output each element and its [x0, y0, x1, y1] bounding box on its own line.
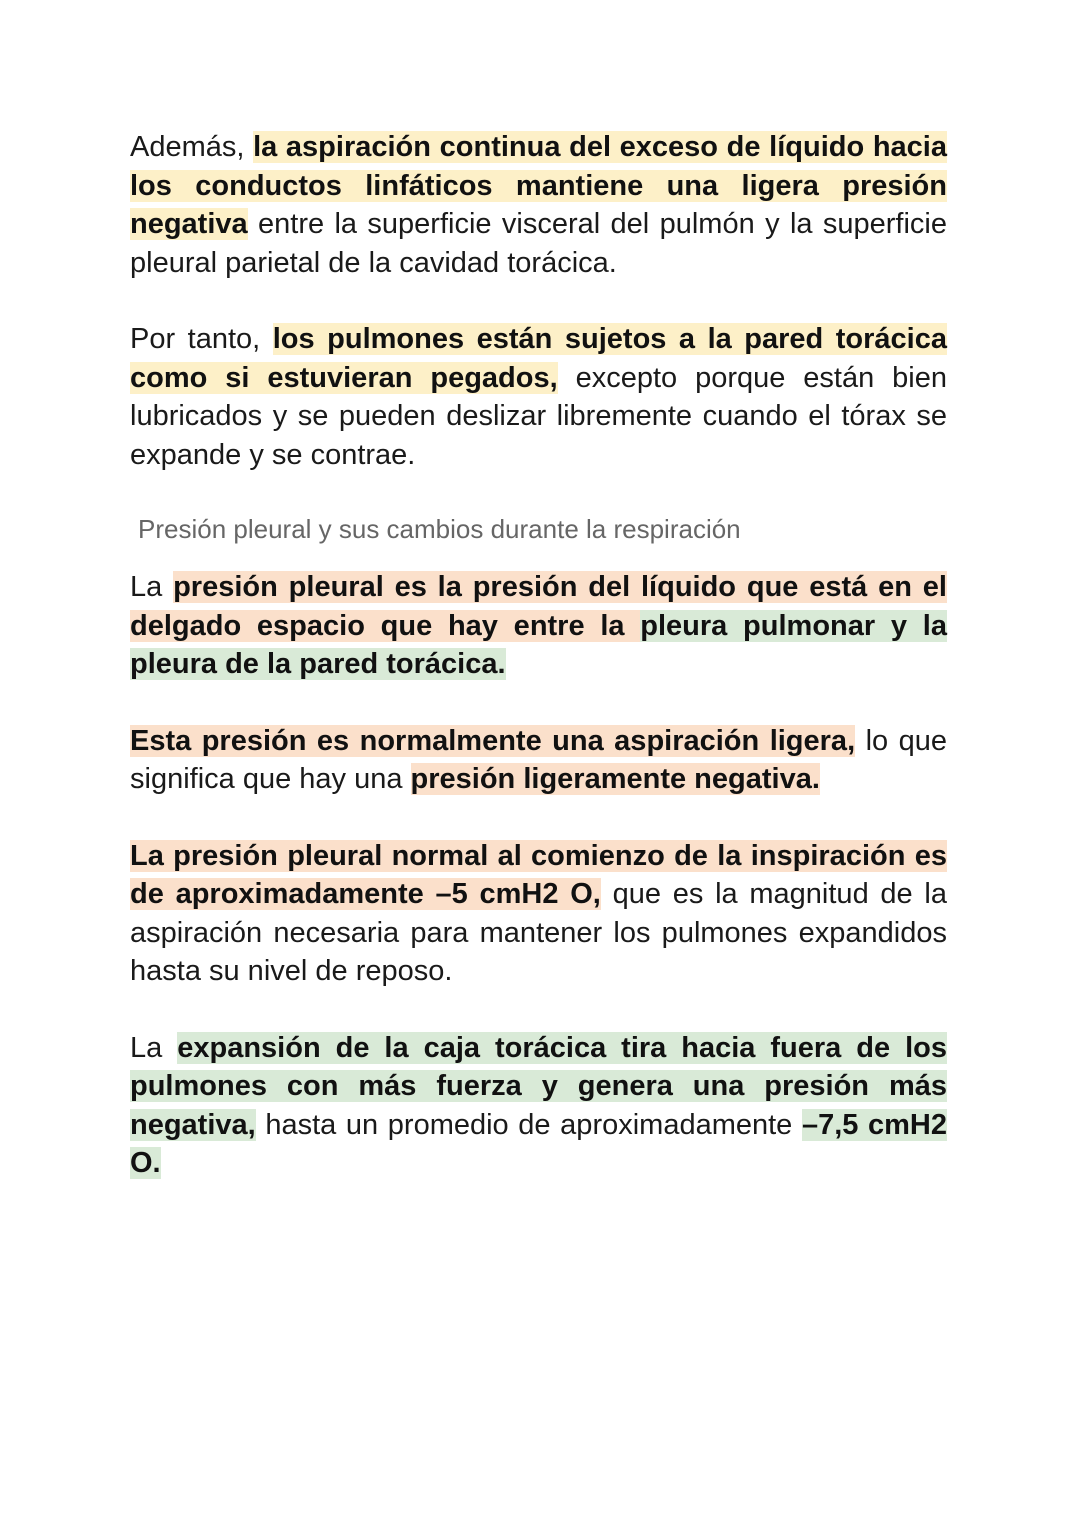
text-span: que es la magnitud de la aspiración necesaria para mantener los pulmones expandidos hasta su nivel de reposo. [130, 878, 947, 987]
text-span: excepto porque están bien lubricados y se pueden deslizar libremente cuando el tórax se expande y se contrae. [130, 361, 947, 471]
highlight-yellow: la aspiración continua del exceso de líquido hacia los conductos linfáticos mantiene una ligera presión negativa [130, 131, 947, 240]
text-span: Además, [130, 131, 254, 163]
highlight-orange: Esta presión es normalmente una aspiración ligera, [130, 724, 856, 757]
paragraph-expansion [130, 1029, 947, 1183]
text-span: Por tanto, [130, 323, 273, 355]
text-span: hasta un promedio de aproximadamente [255, 1108, 802, 1141]
text-span: lo que significa que hay una [130, 724, 947, 795]
highlight-green: –7,5 cmH2 O. [130, 1108, 947, 1179]
highlight-yellow: los pulmones están sujetos a la pared torácica como si estuvieran pegados, [130, 323, 947, 394]
highlight-orange: La presión pleural normal al comienzo de la inspiración es de aproximadamente –5 cmH2 O, [130, 839, 947, 910]
text-span: La [130, 1031, 178, 1064]
paragraph-aspiracion [130, 128, 947, 282]
paragraph-aspiracion-ligera [130, 722, 947, 799]
highlight-green: expansión de la caja torácica tira hacia fuera de los pulmones con más fuerza y genera una presión más negativa, [130, 1031, 947, 1141]
text-span: entre la superficie visceral del pulmón y la superficie pleural parietal de la cavidad torácica. [130, 208, 947, 279]
text-span: La [130, 571, 174, 603]
document-page [130, 128, 947, 1183]
paragraph-presion-pleural [130, 568, 947, 684]
paragraph-inspiracion [130, 837, 947, 991]
highlight-orange: presión ligeramente negativa. [410, 763, 820, 795]
highlight-orange: presión pleural es la presión del líquido que está en el delgado espacio que hay entre la [130, 571, 947, 642]
paragraph-pulmones-sujetos [130, 320, 947, 474]
highlight-green: pleura pulmonar y la pleura de la pared torácica. [130, 609, 947, 680]
section-heading: Presión pleural y sus cambios durante la respiración [138, 514, 741, 544]
